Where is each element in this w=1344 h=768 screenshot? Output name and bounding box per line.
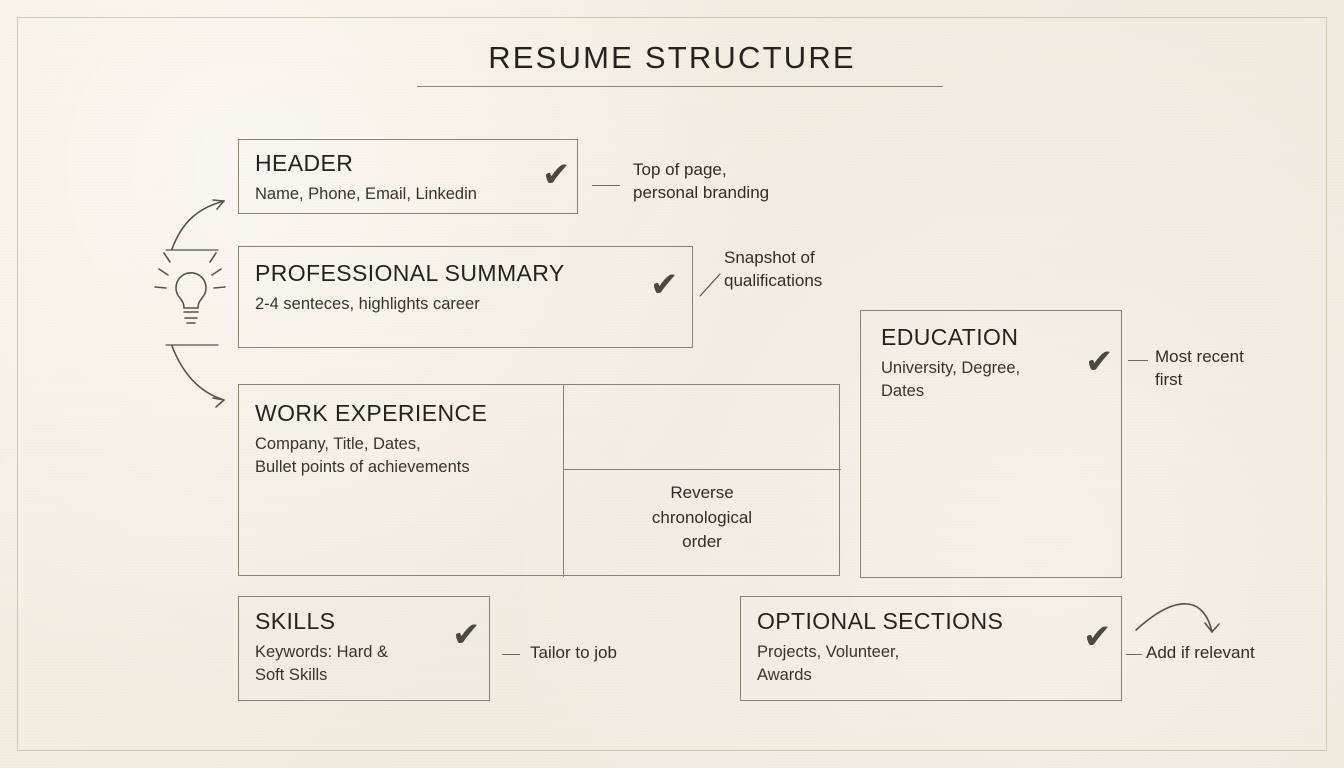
section-subtitle-education (881, 357, 1107, 402)
note-professional-summary (724, 247, 822, 293)
title-underline (417, 86, 943, 87)
optional-subtitle-line1: Projects, Volunteer, (757, 643, 900, 662)
section-box-education[interactable] (860, 310, 1122, 578)
connector-dash-header (592, 185, 620, 186)
note-header (633, 159, 769, 205)
note-education (1155, 346, 1244, 392)
note-header-line1: Top of page, (633, 160, 727, 179)
section-title-professional-summary: PROFESSIONAL SUMMARY (255, 260, 565, 286)
check-icon-skills: ✔ (452, 615, 481, 655)
section-title-work-experience: WORK EXPERIENCE (255, 400, 488, 426)
section-box-work-experience[interactable] (238, 384, 840, 576)
section-title-header: HEADER (255, 150, 354, 176)
note-header-line2: personal branding (633, 182, 770, 202)
skills-subtitle-line1: Keywords: Hard & (255, 643, 388, 662)
note-skills: Tailor to job (530, 643, 617, 662)
work-subtitle-line2: Bullet points of achievements (255, 457, 470, 476)
section-title-education: EDUCATION (881, 324, 1019, 350)
note-optional-sections: Add if relevant (1146, 643, 1255, 662)
work-divider-vertical (563, 385, 564, 577)
optional-subtitle-line2: Awards (757, 665, 812, 684)
work-divider-horizontal (563, 469, 841, 470)
work-note-line3: order (682, 532, 722, 552)
note-education-line2: first (1155, 369, 1183, 389)
connector-dash-education (1128, 360, 1148, 361)
note-summary-line2: qualifications (724, 270, 823, 290)
section-title-skills: SKILLS (255, 608, 336, 634)
education-subtitle-line1: University, Degree, (881, 359, 1021, 378)
section-title-optional-sections: OPTIONAL SECTIONS (757, 608, 1004, 634)
section-subtitle-work-experience (255, 433, 553, 478)
section-box-header[interactable] (238, 139, 578, 214)
work-note-line2: chronological (651, 507, 753, 527)
check-icon-education: ✔ (1085, 342, 1114, 382)
section-subtitle-professional-summary: 2-4 senteces, highlights career (255, 295, 480, 314)
note-education-line1: Most recent (1155, 347, 1244, 366)
work-experience-left-cell (239, 385, 563, 577)
section-subtitle-optional-sections (757, 641, 1109, 686)
section-subtitle-header: Name, Phone, Email, Linkedin (255, 185, 477, 204)
check-icon-optional-sections: ✔ (1083, 617, 1112, 657)
work-note-line1: Reverse (670, 483, 734, 502)
page-title: RESUME STRUCTURE (488, 40, 856, 75)
note-summary-line1: Snapshot of (724, 248, 815, 267)
section-box-professional-summary[interactable] (238, 246, 693, 348)
work-subtitle-line1: Company, Title, Dates, (255, 435, 421, 454)
section-subtitle-skills (255, 641, 477, 686)
connector-dash-optional-sections (1126, 654, 1142, 655)
section-box-optional-sections[interactable] (740, 596, 1122, 701)
work-experience-note (569, 481, 835, 555)
check-icon-professional-summary: ✔ (650, 265, 679, 305)
education-subtitle-line2: Dates (881, 381, 925, 400)
check-icon-header: ✔ (542, 155, 571, 195)
connector-dash-skills (502, 654, 520, 655)
skills-subtitle-line2: Soft Skills (255, 665, 328, 684)
